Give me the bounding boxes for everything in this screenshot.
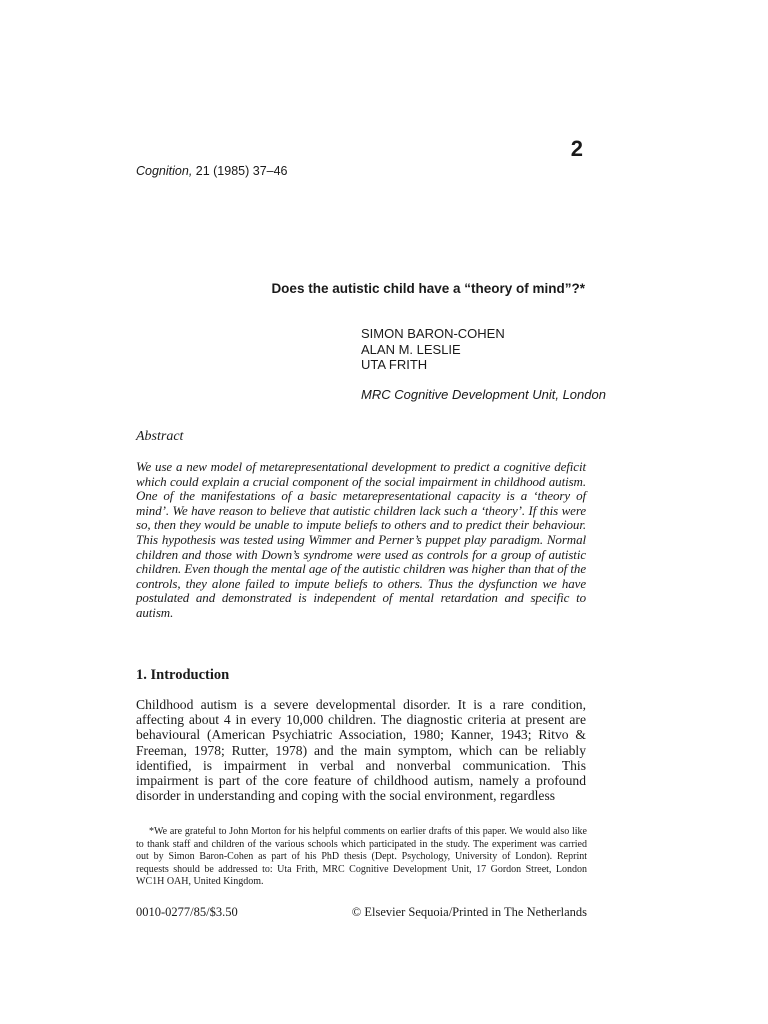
abstract-text: We use a new model of metarepresentational development to predict a cognitive deficit which could explain a crucial component of the social impairment in childhood autism. One of the manifestations of a basic metarepresentational capacity is a ‘theory of mind’. We have reason to believe that autistic children lack such a ‘theory’. If this were so, then they would be unable to impute beliefs to others and to predict their behaviour. This hypothesis was tested using Wimmer and Perner’s puppet play paradigm. Normal children and those with Down’s syndrome were used as controls for a group of autistic children. Even though the mental age of the autistic children was higher than that of the controls, they alone failed to impute beliefs to others. Thus the dysfunction we have postulated and demonstrated is independent of mental retardation and specific to autism. <box>136 459 586 620</box>
introduction-heading: 1. Introduction <box>136 667 230 683</box>
author-list <box>361 326 505 373</box>
author-name: UTA FRITH <box>361 357 428 372</box>
abstract-heading: Abstract <box>136 429 184 444</box>
journal-citation <box>136 164 288 178</box>
acknowledgement-footnote: *We are grateful to John Morton for his helpful comments on earlier drafts of this paper. We would also like to thank staff and children of the various schools which participated in the study. The experiment was carried out by Simon Baron-Cohen as part of his PhD thesis (Dept. Psychology, University of London). Reprint requests should be addressed to: Uta Frith, MRC Cognitive Development Unit, 17 Gordon Street, London WC1H OAH, United Kingdom. <box>136 826 587 888</box>
citation-volume-pages: 21 (1985) 37–46 <box>192 164 288 178</box>
author-name: SIMON BARON-COHEN <box>361 326 505 341</box>
author-affiliation: MRC Cognitive Development Unit, London <box>361 387 606 402</box>
journal-code: 0010-0277/85/$3.50 <box>136 905 238 919</box>
paper-title: Does the autistic child have a “theory of mind”?* <box>271 281 585 296</box>
page-number: 2 <box>570 136 583 161</box>
publisher-line: © Elsevier Sequoia/Printed in The Netherlands <box>351 905 587 919</box>
journal-name: Cognition, <box>136 164 193 178</box>
introduction-text: Childhood autism is a severe developmental disorder. It is a rare condition, affecting about 4 in every 10,000 children. The diagnostic criteria at present are behavioural (American Psychiatric Association, 1980; Kanner, 1943; Ritvo & Freeman, 1978; Rutter, 1978) and the main symptom, which can be reliably identified, is impairment in verbal and nonverbal communication. This impairment is part of the core feature of childhood autism, namely a profound disorder in understanding and coping with the social environment, regardless <box>136 697 586 804</box>
author-name: ALAN M. LESLIE <box>361 341 461 357</box>
